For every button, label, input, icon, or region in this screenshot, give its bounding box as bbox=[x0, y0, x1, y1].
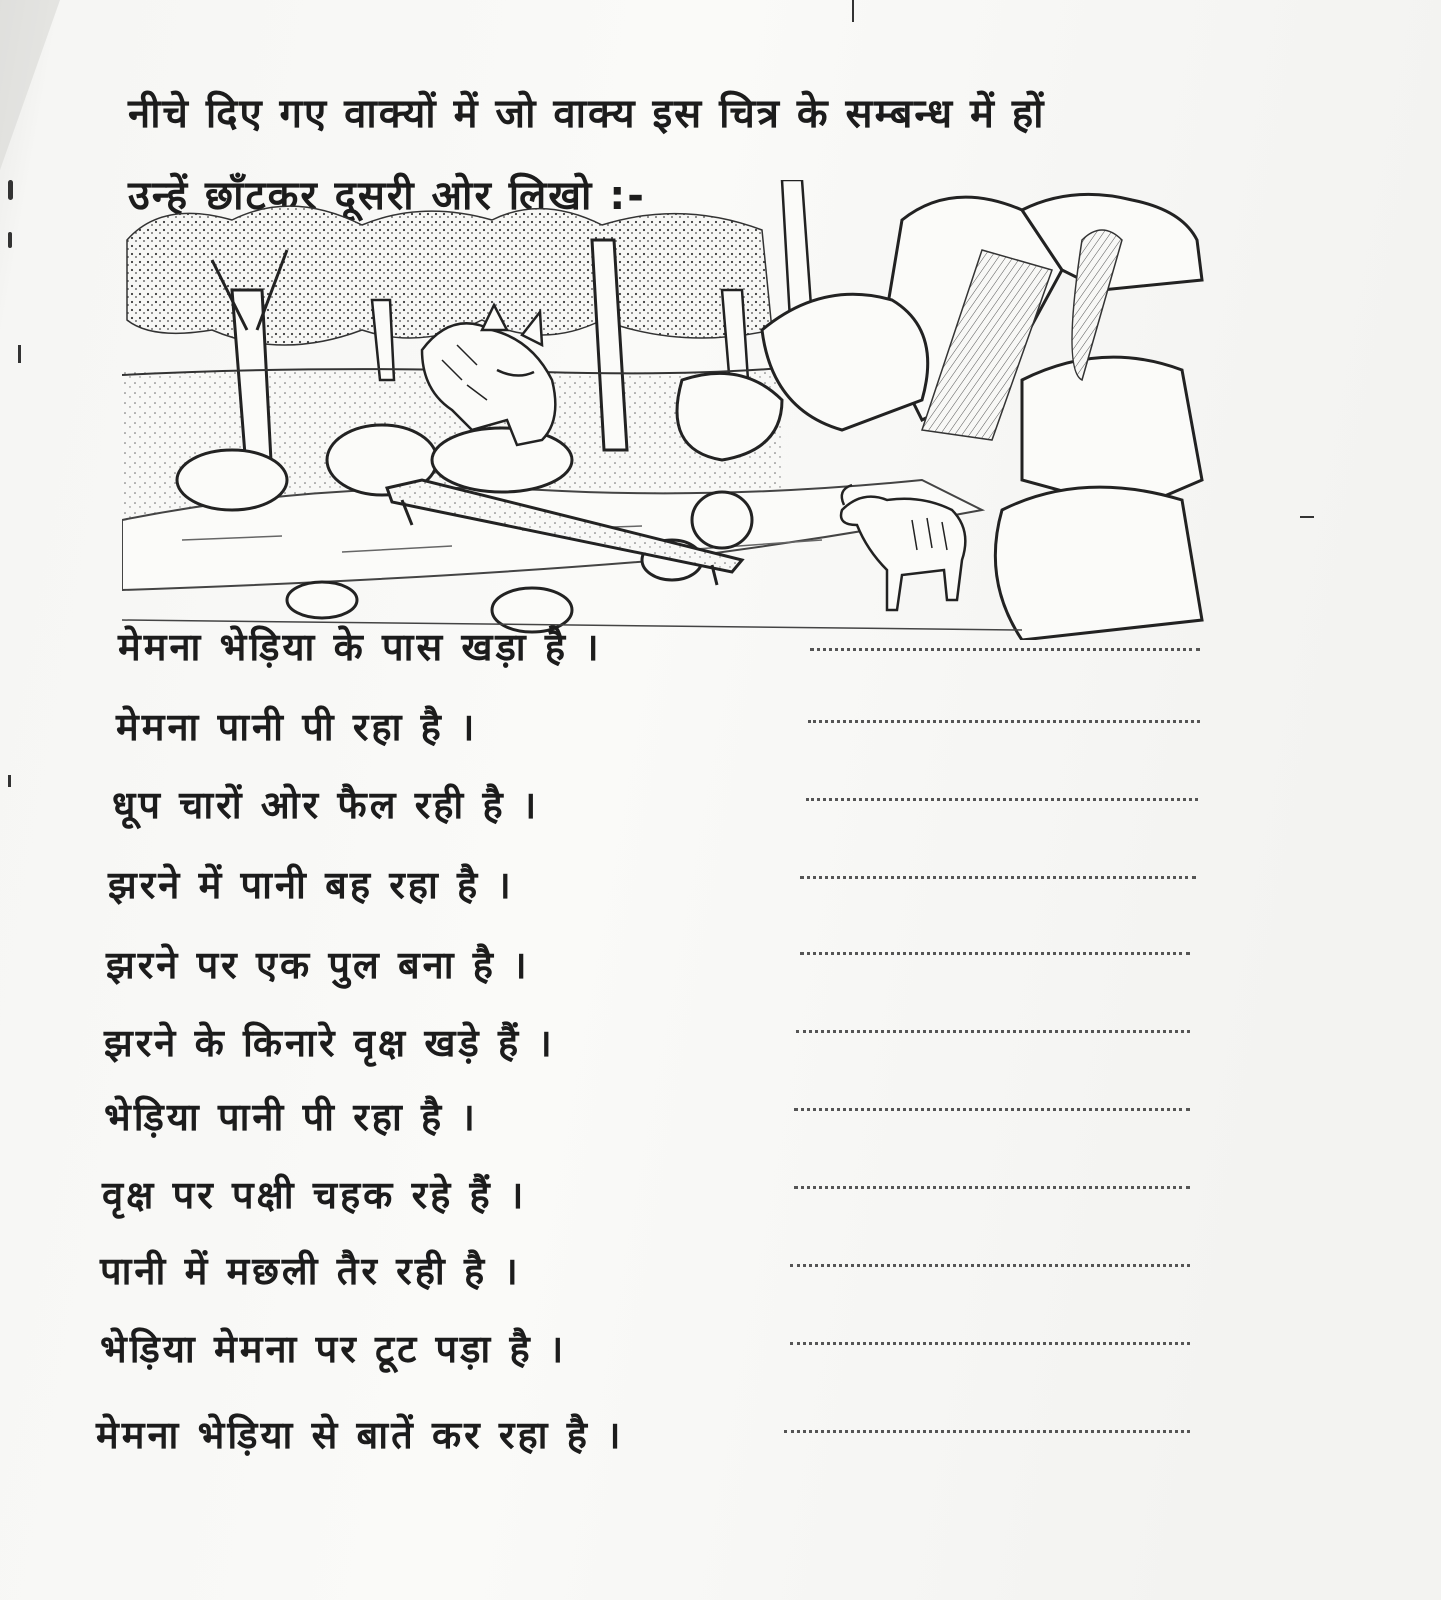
sentence-row bbox=[100, 1322, 1300, 1382]
answer-line[interactable] bbox=[806, 798, 1198, 801]
sentence-text: भेड़िया पानी पी रहा है । bbox=[104, 1095, 478, 1139]
answer-line[interactable] bbox=[790, 1342, 1190, 1345]
answer-line[interactable] bbox=[808, 720, 1200, 723]
answer-line[interactable] bbox=[810, 648, 1200, 651]
sentence-text: झरने के किनारे वृक्ष खड़े हैं । bbox=[104, 1021, 555, 1065]
sentence-text: झरने पर एक पुल बना है । bbox=[106, 943, 530, 987]
sentence-row bbox=[96, 1408, 1296, 1468]
sentence-row bbox=[108, 858, 1308, 918]
answer-line[interactable] bbox=[794, 1108, 1190, 1111]
sentence-text: वृक्ष पर पक्षी चहक रहे हैं । bbox=[102, 1173, 527, 1217]
answer-line[interactable] bbox=[800, 952, 1190, 955]
answer-line[interactable] bbox=[800, 876, 1196, 879]
sentence-row bbox=[102, 1168, 1302, 1228]
sentence-text: भेड़िया मेमना पर टूट पड़ा है । bbox=[100, 1327, 567, 1371]
sentence-row bbox=[106, 938, 1306, 998]
sentence-row bbox=[112, 778, 1312, 838]
sentence-text: झरने में पानी बह रहा है । bbox=[108, 863, 514, 907]
instruction-line-2: उन्हें छाँटकर दूसरी ओर लिखो :- bbox=[128, 173, 646, 219]
sentence-row bbox=[104, 1016, 1304, 1076]
sentence-text: मेमना भेड़िया से बातें कर रहा है । bbox=[96, 1413, 624, 1457]
sentence-row bbox=[104, 1090, 1304, 1150]
sentence-row bbox=[100, 1244, 1300, 1304]
sentence-row bbox=[116, 700, 1316, 760]
sentence-text: धूप चारों ओर फैल रही है । bbox=[112, 783, 540, 827]
sentence-text: पानी में मछली तैर रही है । bbox=[100, 1249, 521, 1293]
sentence-text: मेमना पानी पी रहा है । bbox=[116, 705, 478, 749]
instruction-line-1: नीचे दिए गए वाक्यों में जो वाक्य इस चित्र के सम्बन्ध में हों bbox=[128, 91, 1046, 137]
answer-line[interactable] bbox=[790, 1264, 1190, 1267]
answer-line[interactable] bbox=[784, 1430, 1190, 1433]
answer-line[interactable] bbox=[796, 1030, 1190, 1033]
answer-line[interactable] bbox=[794, 1186, 1190, 1189]
sentence-text: मेमना भेड़िया के पास खड़ा है । bbox=[118, 625, 602, 669]
